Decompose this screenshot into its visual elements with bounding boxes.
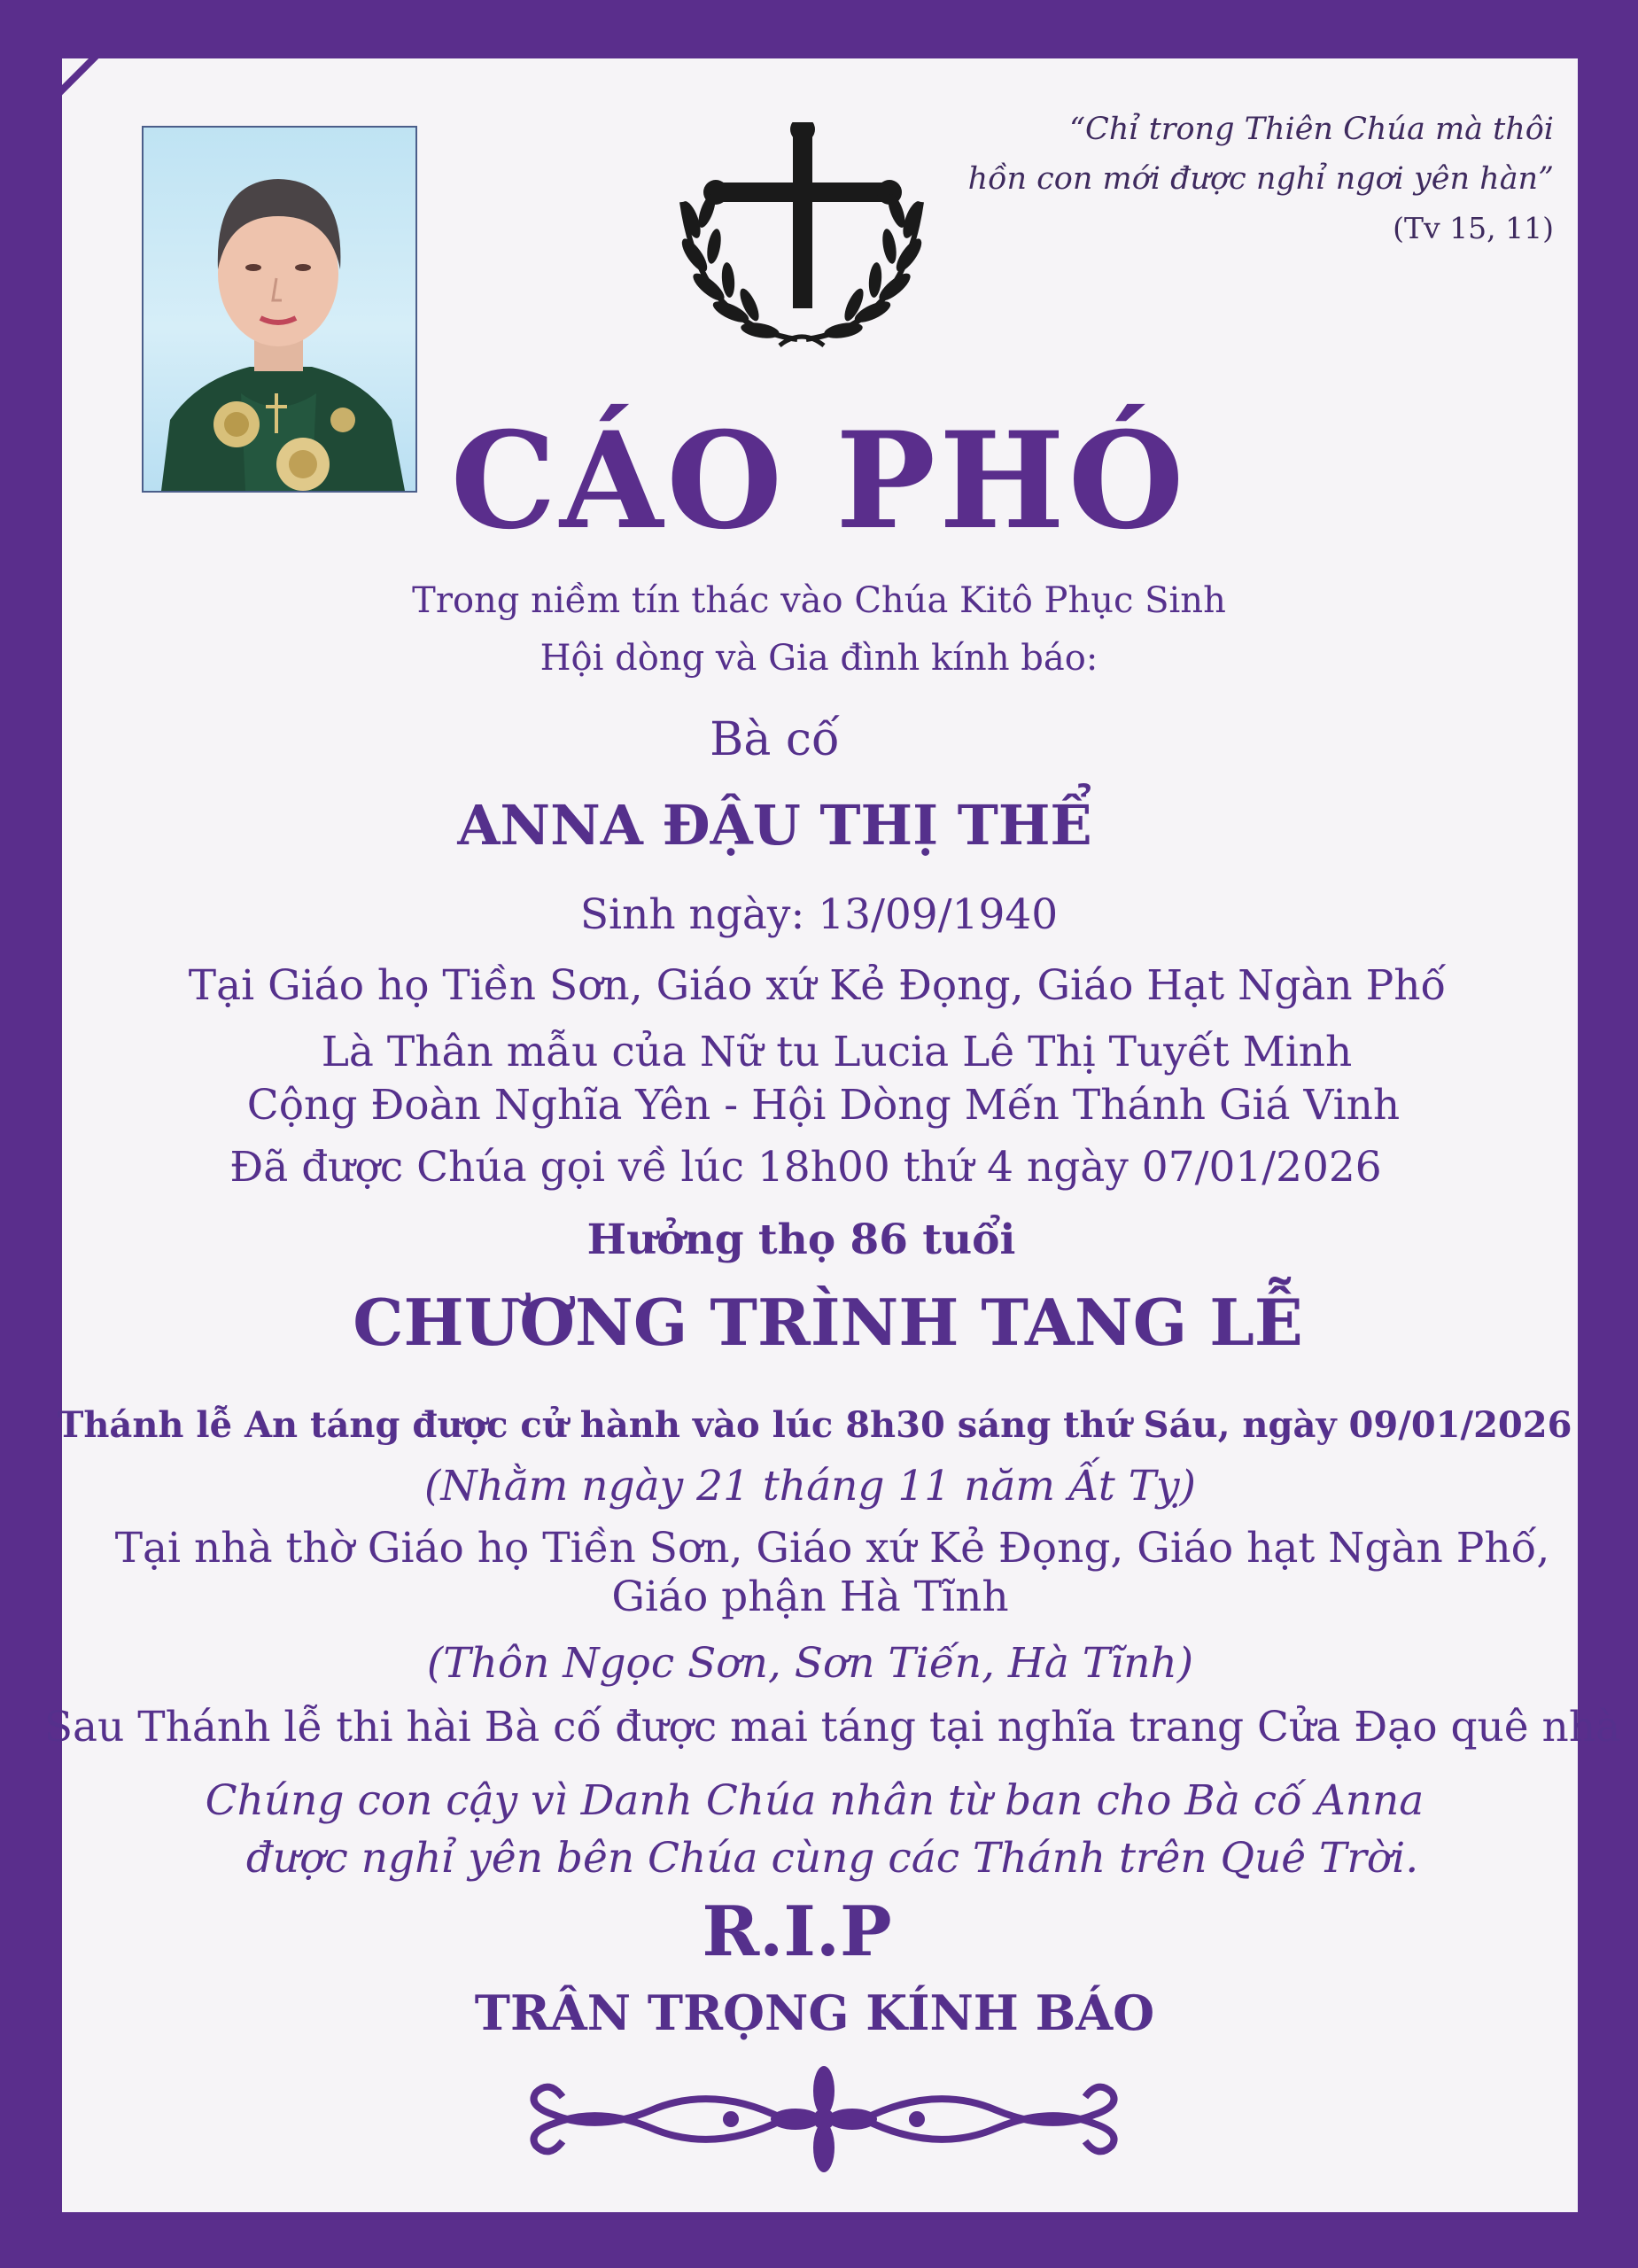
location-line-1: Tại nhà thờ Giáo họ Tiền Sơn, Giáo xứ Kẻ Đọng, Giáo hạt Ngàn Phố, [114, 1524, 1550, 1573]
prayer-line-1: Chúng con cậy vì Danh Chúa nhân từ ban cho Bà cố Anna [205, 1776, 1425, 1825]
prayer-line-2: được nghỉ yên bên Chúa cùng các Thánh trên Quê Trời. [245, 1834, 1419, 1883]
location-line-2: Giáo phận Hà Tĩnh [611, 1573, 1009, 1621]
burial-info: Sau Thánh lễ thi hài Bà cố được mai táng tại nghĩa trang Cửa Đạo quê nhà [43, 1703, 1621, 1751]
mass-time: Thánh lễ An táng được cử hành vào lúc 8h30 sáng thứ Sáu, ngày 09/01/2026 [57, 1404, 1572, 1446]
closing-text: TRÂN TRỌNG KÍNH BÁO [474, 1984, 1155, 2041]
cross-with-laurel-icon [664, 122, 939, 357]
quote-reference: (Tv 15, 11) [1393, 211, 1554, 245]
honorific: Bà cố [710, 713, 840, 766]
program-heading: CHƯƠNG TRÌNH TANG LỄ [353, 1285, 1303, 1360]
passed-away: Đã được Chúa gọi về lúc 18h00 thứ 4 ngày 07/01/2026 [229, 1143, 1382, 1192]
page-title: CÁO PHÓ [450, 403, 1188, 559]
lunar-date: (Nhằm ngày 21 tháng 11 năm Ất Tỵ) [424, 1462, 1196, 1511]
relation-line-1: Là Thân mẫu của Nữ tu Lucia Lê Thị Tuyết Minh [321, 1028, 1353, 1076]
rip-text: R.I.P [702, 1891, 892, 1972]
scripture-quote [916, 105, 1554, 253]
birth-date: Sinh ngày: 13/09/1940 [579, 890, 1059, 939]
intro-line-2: Hội dòng và Gia đình kính báo: [540, 638, 1098, 679]
relation-line-2: Cộng Đoàn Nghĩa Yên - Hội Dòng Mến Thánh Giá Vinh [246, 1081, 1401, 1130]
birth-place: Tại Giáo họ Tiền Sơn, Giáo xứ Kẻ Đọng, Giáo Hạt Ngàn Phố [188, 961, 1447, 1010]
quote-line-1: “Chỉ trong Thiên Chúa mà thôi [1069, 112, 1554, 147]
age: Hưởng thọ 86 tuổi [586, 1216, 1016, 1264]
address: (Thôn Ngọc Sơn, Sơn Tiến, Hà Tĩnh) [426, 1639, 1194, 1688]
deceased-name: ANNA ĐẬU THỊ THỂ [457, 793, 1092, 858]
ornament-divider [518, 2066, 1130, 2172]
intro-line-1: Trong niềm tín thác vào Chúa Kitô Phục Sinh [412, 580, 1226, 621]
quote-line-2: hồn con mới được nghỉ ngơi yên hàn” [967, 161, 1554, 197]
